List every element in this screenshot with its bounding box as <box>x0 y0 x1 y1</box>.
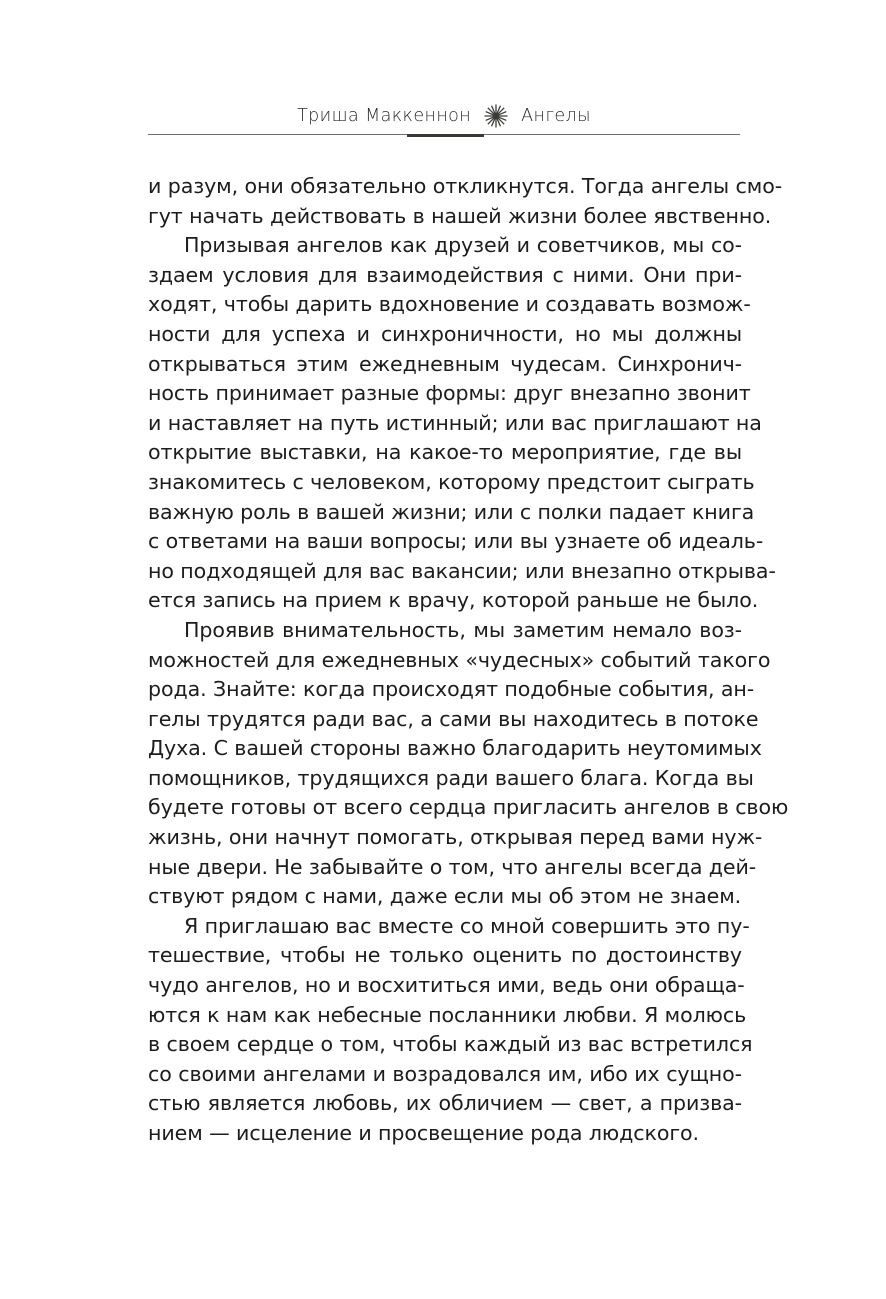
text-line: гут начать действовать в нашей жизни более явственно. <box>148 203 772 228</box>
text-line: гелы трудятся ради вас, а сами вы находитесь в потоке <box>148 706 759 731</box>
text-line: важную роль в вашей жизни; или с полки падает книга <box>148 499 755 524</box>
text-line: рода. Знайте: когда происходят подобные события, ан- <box>148 677 755 702</box>
body-text <box>148 172 789 1149</box>
header-rule-accent <box>407 134 484 137</box>
text-line: ность принимает разные формы: друг внезапно звонит <box>148 381 751 406</box>
text-line: ются к нам как небесные посланники любви. Я молюсь <box>148 1002 747 1027</box>
text-line: знакомитесь с человеком, которому предстоит сыграть <box>148 469 755 494</box>
text-line: здаем условия для взаимодействия с ними. Они при- <box>148 262 742 287</box>
text-line: помощников, трудящихся ради вашего блага. Когда вы <box>148 765 754 790</box>
text-line: ходят, чтобы дарить вдохновение и создавать возмож- <box>148 292 751 317</box>
text-line: со своими ангелами и возрадовался им, ибо их сущно- <box>148 1061 742 1086</box>
text-line: но подходящей для вас вакансии; или внезапно открыва- <box>148 558 776 583</box>
text-line: ности для успеха и синхроничности, но мы должны <box>148 321 742 346</box>
text-line: открываться этим ежедневным чудесам. Синхронич- <box>148 351 742 376</box>
text-line: Духа. С вашей стороны важно благодарить неутомимых <box>148 736 762 761</box>
text-line: и наставляет на путь истинный; или вас приглашают на <box>148 410 762 435</box>
text-line: с ответами на ваши вопросы; или вы узнаете об идеаль- <box>148 529 764 554</box>
text-line: жизнь, они начнут помогать, открывая перед вами нуж- <box>148 825 763 850</box>
text-line: ствуют рядом с нами, даже если мы об этом не знаем. <box>148 884 742 909</box>
running-head <box>148 102 740 130</box>
text-line: Проявив внимательность, мы заметим немало воз- <box>184 617 742 642</box>
text-line: и разум, они обязательно откликнутся. Тогда ангелы смо- <box>148 174 783 198</box>
star-burst-icon <box>483 103 509 129</box>
text-line: Я приглашаю вас вместе со мной совершить это пу- <box>184 913 750 938</box>
text-line: ные двери. Не забывайте о том, что ангелы всегда дей- <box>148 854 757 879</box>
text-line: будете готовы от всего сердца пригласить ангелов в свою <box>148 795 789 820</box>
text-line: стью является любовь, их обличием — свет, а призва- <box>148 1091 742 1116</box>
text-line: открытие выставки, на какое-то мероприятие, где вы <box>148 440 742 465</box>
running-head-book-title: Ангелы <box>521 106 591 126</box>
text-line: ется запись на прием к врачу, которой раньше не было. <box>148 588 759 613</box>
running-head-author: Триша Маккеннон <box>297 106 472 126</box>
text-line: в своем сердце о том, чтобы каждый из вас встретился <box>148 1032 753 1057</box>
text-line: нием — исцеление и просвещение рода людского. <box>148 1121 699 1145</box>
text-line: тешествие, чтобы не только оценить по достоинству <box>148 943 742 968</box>
text-line: Призывая ангелов как друзей и советчиков, мы со- <box>184 233 742 258</box>
text-line: чудо ангелов, но и восхититься ими, ведь они обраща- <box>148 973 745 998</box>
text-line: можностей для ежедневных «чудесных» событий такого <box>148 647 771 672</box>
